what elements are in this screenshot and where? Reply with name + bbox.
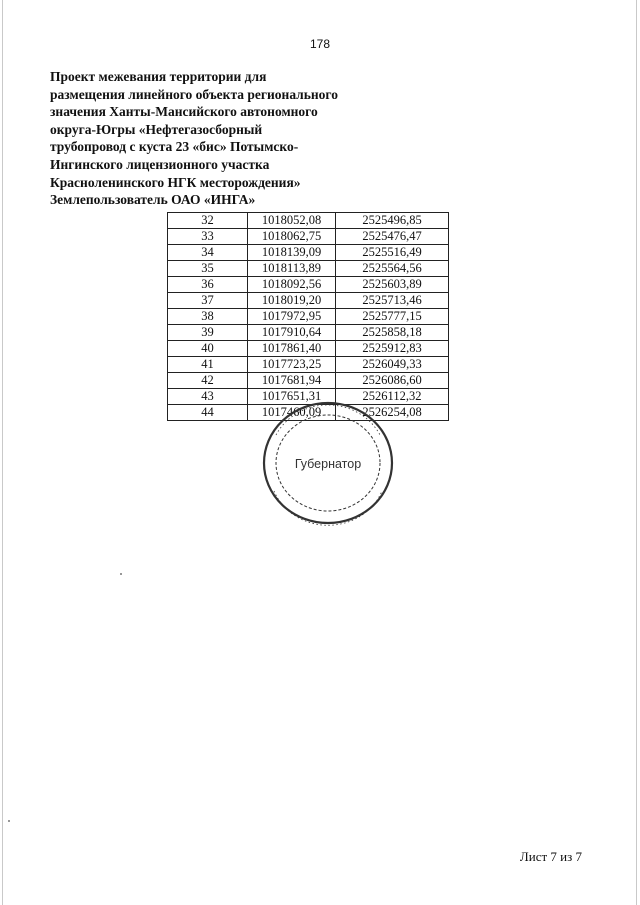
header-line: значения Ханты-Мансийского автономного [50, 104, 318, 120]
y-coordinate-cell: 2525713,46 [336, 293, 449, 309]
point-number-cell: 44 [168, 405, 248, 421]
header-line: Проект межевания территории для [50, 69, 267, 84]
table-row [168, 229, 449, 245]
y-coordinate-cell: 2525777,15 [336, 309, 449, 325]
point-number-cell: 38 [168, 309, 248, 325]
x-coordinate-cell: 1018019,20 [248, 293, 336, 309]
point-number-cell: 32 [168, 213, 248, 229]
y-coordinate-cell: 2526254,08 [336, 405, 449, 421]
y-coordinate-cell: 2525496,85 [336, 213, 449, 229]
stamp-center-text: Губернатор [294, 457, 362, 471]
y-coordinate-cell: 2526112,32 [336, 389, 449, 405]
point-number-cell: 42 [168, 373, 248, 389]
point-number-cell: 39 [168, 325, 248, 341]
table-row [168, 277, 449, 293]
sheet-label: Лист 7 из 7 [519, 849, 582, 864]
x-coordinate-cell: 1017651,31 [248, 389, 336, 405]
header-line: округа-Югры «Нефтегазосборный [50, 121, 263, 137]
table-row [168, 293, 449, 309]
scan-edge-right [636, 0, 637, 905]
header-line: Ингинского лицензионного участка [50, 156, 270, 172]
x-coordinate-cell: 1017972,95 [248, 309, 336, 325]
x-coordinate-cell: 1017861,40 [248, 341, 336, 357]
table-row [168, 341, 449, 357]
x-coordinate-cell: 1018113,89 [248, 261, 336, 277]
point-number-cell: 37 [168, 293, 248, 309]
scan-speck [8, 820, 10, 822]
table-row [168, 261, 449, 277]
point-number-cell: 40 [168, 341, 248, 357]
x-coordinate-cell: 1018092,56 [248, 277, 336, 293]
x-coordinate-cell: 1018139,09 [248, 245, 336, 261]
point-number-cell: 33 [168, 229, 248, 245]
table-row [168, 309, 449, 325]
x-coordinate-cell: 1017723,25 [248, 357, 336, 373]
scan-speck [120, 573, 122, 575]
table-row [168, 325, 449, 341]
header-line: размещения линейного объекта регионального [50, 86, 338, 102]
x-coordinate-cell: 1018062,75 [248, 229, 336, 245]
x-coordinate-cell: 1017681,94 [248, 373, 336, 389]
y-coordinate-cell: 2526049,33 [336, 357, 449, 373]
y-coordinate-cell: 2525476,47 [336, 229, 449, 245]
point-number-cell: 34 [168, 245, 248, 261]
y-coordinate-cell: 2526086,60 [336, 373, 449, 389]
y-coordinate-cell: 2525858,18 [336, 325, 449, 341]
table-row [168, 213, 449, 229]
header-line: трубопровод с куста 23 «бис» Потымско- [50, 139, 299, 155]
point-number-cell: 41 [168, 357, 248, 373]
point-number-cell: 43 [168, 389, 248, 405]
page-number: 178 [309, 37, 331, 51]
coordinates-table [167, 212, 449, 421]
scan-edge-left [2, 0, 3, 905]
table-row [168, 373, 449, 389]
point-number-cell: 35 [168, 261, 248, 277]
y-coordinate-cell: 2525912,83 [336, 341, 449, 357]
y-coordinate-cell: 2525603,89 [336, 277, 449, 293]
document-header [50, 68, 338, 209]
table-row [168, 245, 449, 261]
header-line: Красноленинского НГК месторождения» [50, 174, 301, 190]
table-row [168, 357, 449, 373]
point-number-cell: 36 [168, 277, 248, 293]
x-coordinate-cell: 1018052,08 [248, 213, 336, 229]
governor-seal-stamp [256, 395, 400, 533]
y-coordinate-cell: 2525516,49 [336, 245, 449, 261]
y-coordinate-cell: 2525564,56 [336, 261, 449, 277]
x-coordinate-cell: 1017460,09 [248, 405, 336, 421]
x-coordinate-cell: 1017910,64 [248, 325, 336, 341]
header-line: Землепользователь ОАО «ИНГА» [50, 192, 256, 208]
